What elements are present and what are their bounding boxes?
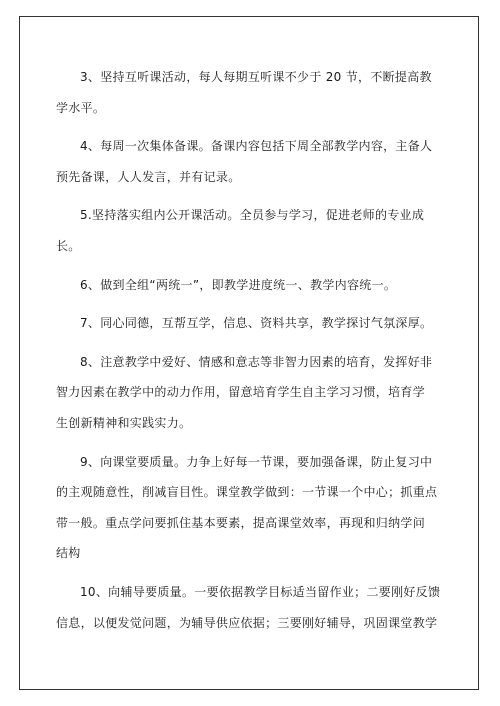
paragraph-line: 9、向课堂要质量。力争上好每一节课，要加强备课，防止复习中 — [80, 454, 433, 469]
paragraph-line: 智力因素在教学中的动力作用，留意培育学生自主学习习惯，培育学 — [56, 385, 426, 400]
paragraph-line: 带一般。重点学问要抓住基本要素，提高课堂效率，再现和归纳学问 — [56, 515, 426, 530]
paragraph-item-5 — [56, 200, 444, 261]
paragraph-line: 结构 — [56, 546, 81, 561]
document-body — [56, 62, 444, 638]
paragraph-line: 7、同心同德，互帮互学，信息、资料共享，教学探讨气氛深厚。 — [80, 316, 433, 331]
paragraph-line: 信息，以便发觉问题，为辅导供应依据；三要刚好辅导，巩固课堂教学 — [56, 615, 438, 630]
paragraph-item-8 — [56, 347, 444, 439]
paragraph-line: 6、做到全组“两统一”，即教学进度统一、教学内容统一。 — [80, 277, 397, 292]
paragraph-item-3 — [56, 62, 444, 123]
paragraph-line: 5.坚持落实组内公开课活动。全员参与学习，促进老师的专业成 — [80, 208, 425, 223]
paragraph-line: 长。 — [56, 238, 81, 253]
paragraph-line: 的主观随意性，削减盲目性。课堂教学做到：一节课一个中心；抓重点 — [56, 485, 438, 500]
paragraph-line: 生创新精神和实践实力。 — [56, 415, 192, 430]
paragraph-item-9 — [56, 447, 444, 569]
paragraph-line: 8、注意教学中爱好、情感和意志等非智力因素的培育，发挥好非 — [80, 354, 433, 369]
paragraph-line: 4、每周一次集体备课。备课内容包括下周全部教学内容，主备人 — [80, 139, 433, 154]
paragraph-item-4 — [56, 131, 444, 192]
paragraph-item-6 — [56, 270, 444, 301]
paragraph-item-10 — [56, 577, 444, 638]
paragraph-line: 学水平。 — [56, 100, 106, 115]
paragraph-line: 10、向辅导要质量。一要依据教学目标适当留作业；二要刚好反馈 — [80, 584, 441, 599]
paragraph-line: 3、坚持互听课活动，每人每期互听课不少于 20 节，不断提高教 — [80, 70, 432, 84]
paragraph-item-7 — [56, 308, 444, 339]
paragraph-line: 预先备课，人人发言，并有记录。 — [56, 169, 241, 184]
